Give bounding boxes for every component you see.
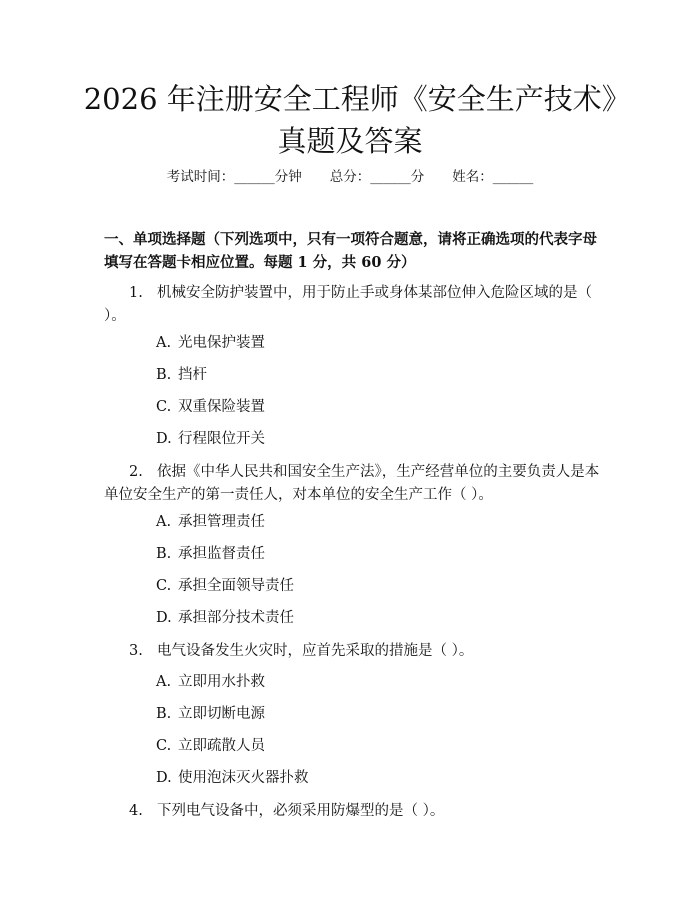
- option-letter: A.: [156, 514, 172, 530]
- question-1-option-a: [156, 333, 265, 353]
- section-heading: 一、单项选择题（下列选项中，只有一项符合题意，请将正确选项的代表字母填写在答题卡相应位置。每题 1 分，共 60 分）: [104, 231, 597, 271]
- option-text: 立即疏散人员: [178, 738, 265, 754]
- option-letter: C.: [156, 738, 172, 754]
- option-text: 行程限位开关: [178, 431, 265, 447]
- option-letter: A.: [156, 674, 172, 690]
- question-number: 3.: [129, 643, 143, 659]
- exam-score-field: 总分：______分: [329, 169, 425, 185]
- option-text: 使用泡沫灭火器扑救: [178, 770, 309, 786]
- question-text: 机械安全防护装置中，用于防止手或身体某部位伸入危险区域的是（ ）。: [104, 285, 592, 324]
- option-letter: D.: [156, 610, 172, 626]
- option-letter: D.: [156, 770, 172, 786]
- question-2-option-b: [156, 544, 265, 564]
- question-3-option-d: [156, 768, 309, 788]
- exam-title: 2026 年注册安全工程师《安全生产技术》真题及答案: [83, 82, 617, 158]
- question-3-option-a: [156, 672, 265, 692]
- option-letter: C.: [156, 399, 172, 415]
- exam-meta-line: [0, 168, 700, 186]
- question-1-option-d: [156, 429, 265, 449]
- question-2-option-c: [156, 576, 294, 596]
- option-text: 光电保护装置: [178, 335, 265, 351]
- question-1-option-c: [156, 397, 265, 417]
- question-text: 依据《中华人民共和国安全生产法》，生产经营单位的主要负责人是本单位安全生产的第一责任人，对本单位的安全生产工作（ ）。: [104, 464, 600, 503]
- question-3-option-b: [156, 704, 265, 724]
- option-letter: B.: [156, 706, 172, 722]
- question-1: [104, 282, 604, 328]
- option-letter: B.: [156, 367, 172, 383]
- option-text: 承担监督责任: [178, 546, 265, 562]
- option-text: 立即切断电源: [178, 706, 265, 722]
- option-letter: D.: [156, 431, 172, 447]
- question-2-option-a: [156, 512, 265, 532]
- option-text: 承担全面领导责任: [178, 578, 294, 594]
- question-number: 2.: [129, 464, 143, 480]
- exam-name-field: 姓名：______: [452, 169, 534, 185]
- option-text: 双重保险装置: [178, 399, 265, 415]
- exam-time-field: 考试时间：______分钟: [166, 169, 302, 185]
- option-letter: B.: [156, 546, 172, 562]
- question-3: [104, 640, 604, 663]
- option-letter: A.: [156, 335, 172, 351]
- question-3-option-c: [156, 736, 265, 756]
- option-text: 承担部分技术责任: [178, 610, 294, 626]
- question-4: [104, 800, 604, 823]
- question-1-option-b: [156, 365, 207, 385]
- option-text: 承担管理责任: [178, 514, 265, 530]
- question-number: 1.: [129, 285, 143, 301]
- option-text: 立即用水扑救: [178, 674, 265, 690]
- question-2: [104, 461, 604, 507]
- option-text: 挡杆: [178, 367, 207, 383]
- question-text: 下列电气设备中，必须采用防爆型的是（ ）。: [157, 803, 445, 819]
- question-text: 电气设备发生火灾时，应首先采取的措施是（ ）。: [157, 643, 474, 659]
- question-number: 4.: [129, 803, 143, 819]
- question-2-option-d: [156, 608, 294, 628]
- option-letter: C.: [156, 578, 172, 594]
